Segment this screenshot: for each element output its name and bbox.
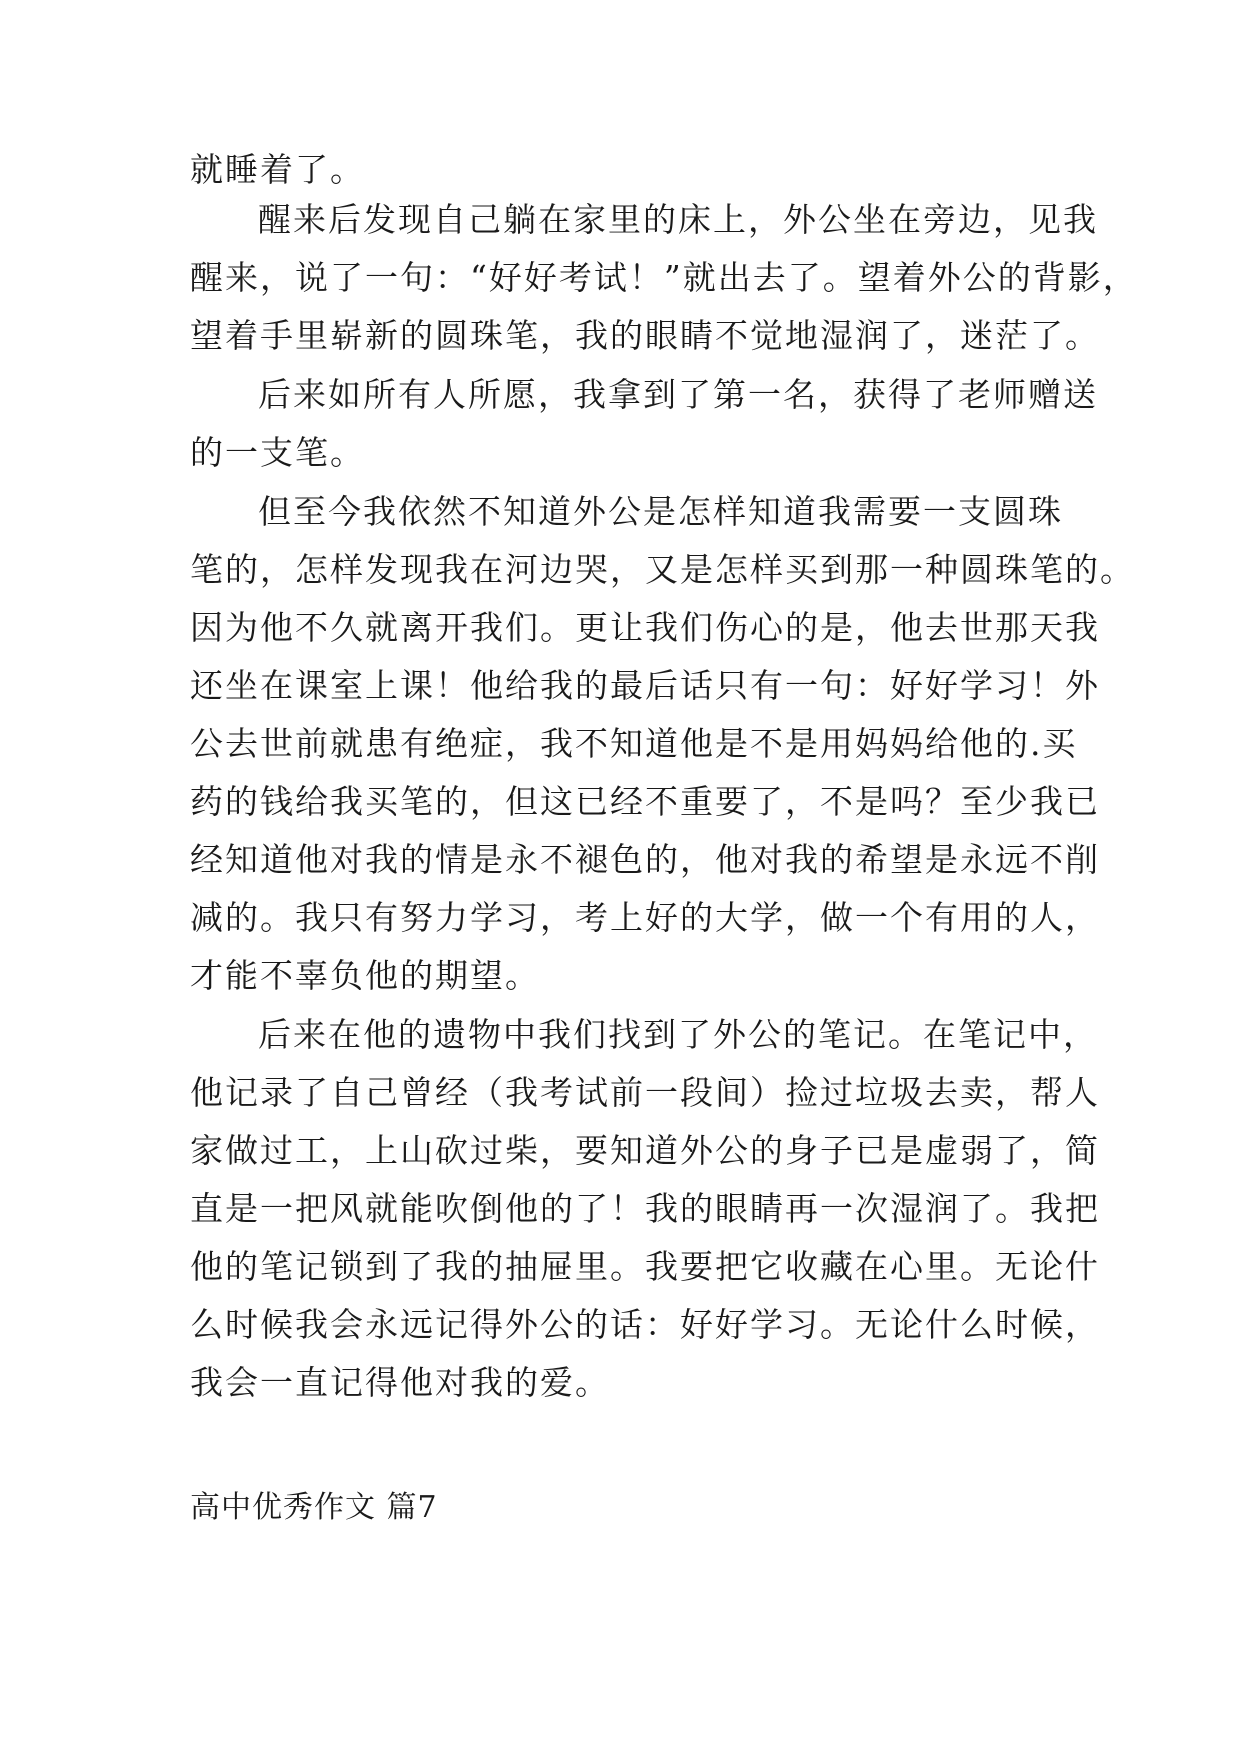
text-line: 望着手里崭新的圆珠笔，我的眼睛不觉地湿润了，迷茫了。 bbox=[190, 316, 1100, 355]
text-line: 公去世前就患有绝症，我不知道他是不是用妈妈给他的.买 bbox=[190, 724, 1078, 763]
text-line: 家做过工，上山砍过柴，要知道外公的身子已是虚弱了，简 bbox=[190, 1131, 1100, 1170]
text-line: 经知道他对我的情是永不褪色的，他对我的希望是永远不削 bbox=[190, 840, 1100, 879]
text-line: 就睡着了。 bbox=[190, 150, 365, 189]
text-line: 我会一直记得他对我的爱。 bbox=[190, 1363, 610, 1402]
text-line: 他记录了自己曾经（我考试前一段间）捡过垃圾去卖，帮人 bbox=[190, 1073, 1100, 1112]
text-line: 么时候我会永远记得外公的话：好好学习。无论什么时候， bbox=[190, 1305, 1100, 1344]
text-line: 直是一把风就能吹倒他的了！我的眼睛再一次湿润了。我把 bbox=[190, 1189, 1100, 1228]
text-line: 醒来，说了一句：“好好考试！”就出去了。望着外公的背影， bbox=[190, 258, 1138, 297]
text-line: 他的笔记锁到了我的抽屉里。我要把它收藏在心里。无论什 bbox=[190, 1247, 1100, 1286]
text-line: 药的钱给我买笔的，但这已经不重要了，不是吗？至少我已 bbox=[190, 782, 1100, 821]
text-line: 减的。我只有努力学习，考上好的大学，做一个有用的人， bbox=[190, 898, 1100, 937]
text-line: 但至今我依然不知道外公是怎样知道我需要一支圆珠 bbox=[258, 492, 1063, 531]
text-line: 因为他不久就离开我们。更让我们伤心的是，他去世那天我 bbox=[190, 608, 1100, 647]
text-line: 后来在他的遗物中我们找到了外公的笔记。在笔记中， bbox=[258, 1015, 1098, 1054]
section-title: 高中优秀作文 篇7 bbox=[190, 1490, 438, 1525]
text-line: 的一支笔。 bbox=[190, 433, 365, 472]
text-line: 还坐在课室上课！他给我的最后话只有一句：好好学习！外 bbox=[190, 666, 1100, 705]
text-line: 才能不辜负他的期望。 bbox=[190, 956, 540, 995]
text-line: 醒来后发现自己躺在家里的床上，外公坐在旁边，见我 bbox=[258, 200, 1098, 239]
text-line: 后来如所有人所愿，我拿到了第一名，获得了老师赠送 bbox=[258, 375, 1098, 414]
text-line: 笔的，怎样发现我在河边哭，又是怎样买到那一种圆珠笔的。 bbox=[190, 550, 1135, 589]
